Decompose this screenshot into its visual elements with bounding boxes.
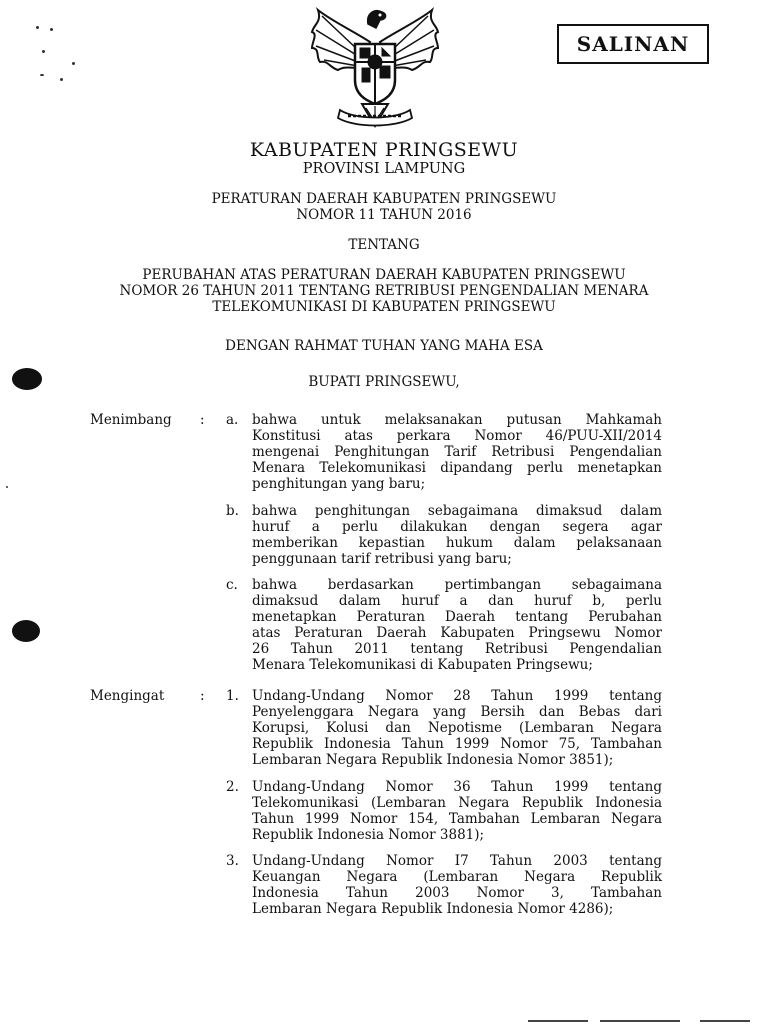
scan-edge-line — [600, 1020, 680, 1022]
text-line: Undang-Undang Nomor I7 Tahun 2003 tentang — [252, 853, 662, 869]
text-line: Undang-Undang Nomor 28 Tahun 1999 tentang — [252, 688, 662, 704]
punch-hole-mark — [12, 368, 42, 390]
mengingat-item-text — [252, 779, 662, 843]
text-line: bahwa untuk melaksanakan putusan Mahkamah — [252, 412, 662, 428]
text-line: huruf a perlu dilakukan dengan segera agar — [252, 519, 662, 535]
about-heading: TENTANG — [348, 237, 420, 253]
mengingat-colon: : — [200, 688, 205, 704]
text-line: Tahun 1999 Nomor 154, Tambahan Lembaran Negara — [252, 811, 662, 827]
punch-hole-mark — [12, 620, 40, 642]
text-line: Korupsi, Kolusi dan Nepotisme (Lembaran Negara — [252, 720, 662, 736]
text-line: penggunaan tarif retribusi yang baru; — [252, 551, 512, 567]
text-line: bahwa penghitungan sebagaimana dimaksud dalam — [252, 503, 662, 519]
menimbang-item-marker: b. — [226, 503, 239, 519]
scan-edge-line — [700, 1020, 750, 1022]
menimbang-item-marker: a. — [226, 412, 239, 428]
regulation-subject-line: TELEKOMUNIKASI DI KABUPATEN PRINGSEWU — [212, 299, 556, 315]
salinan-stamp: SALINAN — [557, 24, 709, 64]
menimbang-item-text — [252, 412, 662, 492]
regulation-number: NOMOR 11 TAHUN 2016 — [296, 207, 472, 223]
text-line: penghitungan yang baru; — [252, 476, 426, 492]
text-line: bahwa berdasarkan pertimbangan sebagaimana — [252, 577, 662, 593]
text-line: Undang-Undang Nomor 36 Tahun 1999 tentang — [252, 779, 662, 795]
mengingat-item-text — [252, 853, 662, 917]
text-line: Republik Indonesia Tahun 1999 Nomor 75, Tambahan — [252, 736, 662, 752]
scan-speck — [42, 50, 45, 53]
official-title: BUPATI PRINGSEWU, — [308, 374, 460, 390]
text-line: dimaksud dalam huruf a dan huruf b, perlu — [252, 593, 662, 609]
garuda-emblem-icon — [300, 2, 450, 137]
text-line: Lembaran Negara Republik Indonesia Nomor 4286); — [252, 901, 614, 917]
text-line: Menara Telekomunikasi dipandang perlu menetapkan — [252, 460, 662, 476]
regulation-subject-line: NOMOR 26 TAHUN 2011 TENTANG RETRIBUSI PENGENDALIAN MENARA — [119, 283, 649, 299]
scan-speck — [40, 74, 44, 76]
blessing-line: DENGAN RAHMAT TUHAN YANG MAHA ESA — [225, 338, 543, 354]
text-line: Lembaran Negara Republik Indonesia Nomor 3851); — [252, 752, 614, 768]
mengingat-item-text — [252, 688, 662, 768]
text-line: 26 Tahun 2011 tentang Retribusi Pengendalian — [252, 641, 662, 657]
mengingat-item-marker: 2. — [226, 779, 239, 795]
mengingat-item-marker: 1. — [226, 688, 239, 704]
text-line: menetapkan Peraturan Daerah tentang Perubahan — [252, 609, 662, 625]
regency-title: KABUPATEN PRINGSEWU — [249, 139, 519, 161]
province-title: PROVINSI LAMPUNG — [302, 161, 466, 177]
scan-speck — [60, 78, 63, 81]
scan-speck — [36, 26, 39, 29]
menimbang-item-text — [252, 577, 662, 673]
text-line: mengenai Penghitungan Tarif Retribusi Pengendalian — [252, 444, 662, 460]
regulation-subject-line: PERUBAHAN ATAS PERATURAN DAERAH KABUPATEN PRINGSEWU — [142, 267, 626, 283]
menimbang-item-marker: c. — [226, 577, 238, 593]
text-line: Penyelenggara Negara yang Bersih dan Bebas dari — [252, 704, 662, 720]
mengingat-item-marker: 3. — [226, 853, 239, 869]
text-line: Keuangan Negara (Lembaran Negara Republik — [252, 869, 662, 885]
mengingat-label: Mengingat — [90, 688, 165, 704]
scan-speck — [50, 28, 53, 31]
scan-speck — [72, 62, 75, 65]
regulation-title: PERATURAN DAERAH KABUPATEN PRINGSEWU — [211, 191, 557, 207]
text-line: Republik Indonesia Nomor 3881); — [252, 827, 485, 843]
text-line: Menara Telekomunikasi di Kabupaten Pringsewu; — [252, 657, 593, 673]
text-line: Konstitusi atas perkara Nomor 46/PUU-XII/2014 — [252, 428, 662, 444]
scan-speck — [6, 486, 8, 488]
text-line: Indonesia Tahun 2003 Nomor 3, Tambahan — [252, 885, 662, 901]
menimbang-item-text — [252, 503, 662, 567]
text-line: atas Peraturan Daerah Kabupaten Pringsewu Nomor — [252, 625, 662, 641]
scan-edge-line — [528, 1020, 588, 1022]
menimbang-colon: : — [200, 412, 205, 428]
text-line: memberikan kepastian hukum dalam pelaksanaan — [252, 535, 662, 551]
menimbang-label: Menimbang — [90, 412, 172, 428]
text-line: Telekomunikasi (Lembaran Negara Republik Indonesia — [252, 795, 662, 811]
